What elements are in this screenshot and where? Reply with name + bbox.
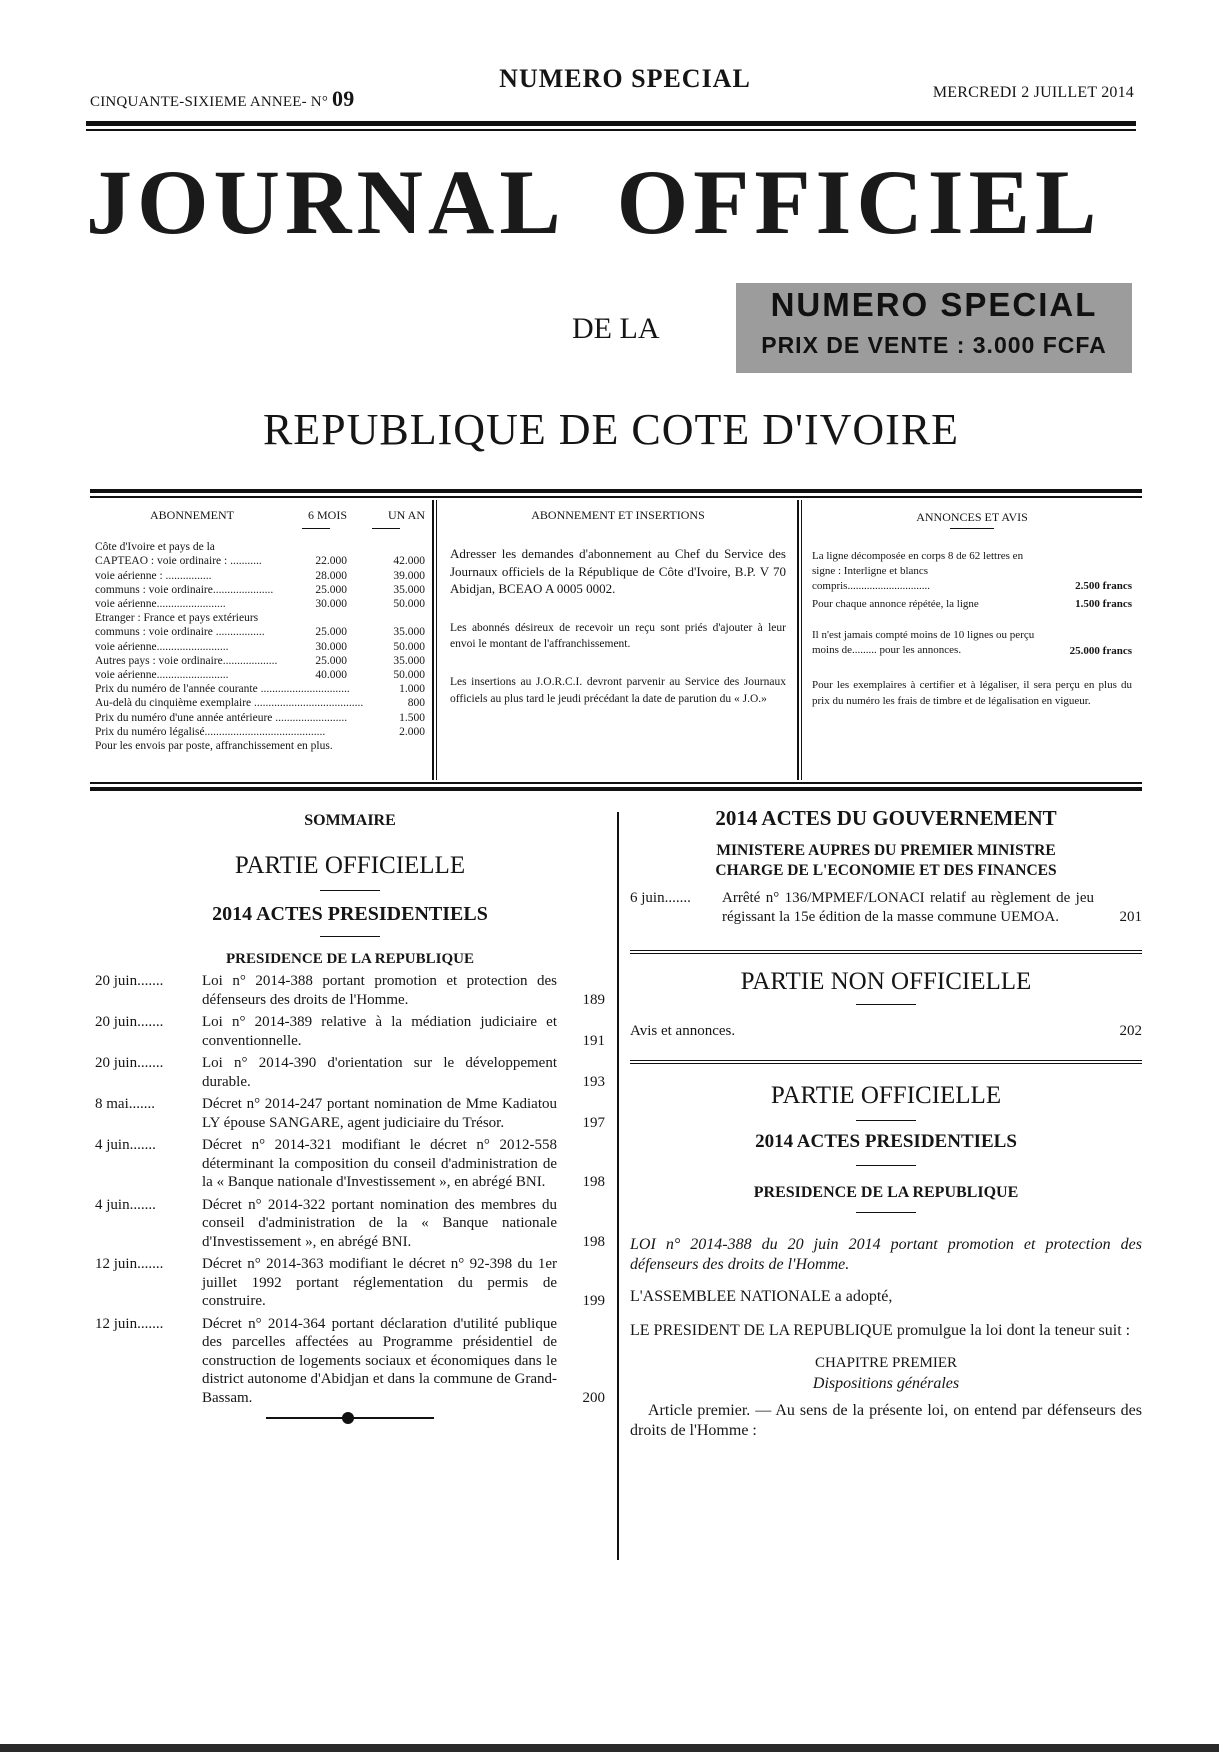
masthead-title: JOURNAL OFFICIEL <box>86 151 1102 253</box>
info-top-rule <box>90 489 1142 493</box>
insertions-column <box>450 508 786 708</box>
sommaire-actes: 2014 ACTES PRESIDENTIELS <box>212 903 488 925</box>
subscription-row: Prix du numéro de l'année courante ............................... 1.000 <box>95 683 425 696</box>
subscription-row: communs : voie ordinaire..................... 25.000 35.000 <box>95 583 425 596</box>
subscription-row: CAPTEAO : voie ordinaire : ........... 22.000 42.000 <box>95 555 425 568</box>
subscription-row: Etranger : France et pays extérieurs <box>95 612 259 625</box>
info-divider-1b <box>436 500 437 780</box>
top-rule-thin <box>86 129 1136 131</box>
page-bottom-edge <box>0 1744 1219 1752</box>
annonces-line-3: Il n'est jamais compté moins de 10 lignes ou perçu moins de......... pour les annonces. 25.000 francs <box>812 629 1132 657</box>
annonces-note: Pour les exemplaires à certifier et à légaliser, il sera perçu en plus du prix du numéro les frais de timbre et de légalisation en vigueur. <box>812 679 1132 707</box>
subscription-row: voie aérienne : ................ 28.000 39.000 <box>95 569 425 582</box>
subscription-row: voie aérienne........................ 30.000 50.000 <box>95 598 425 611</box>
issue-line <box>90 86 354 112</box>
sommaire-partie: PARTIE OFFICIELLE <box>234 852 466 879</box>
sommaire-entry: 20 juin....... Loi n° 2014-390 d'orientation sur le développement durable. 193 <box>95 1055 605 1090</box>
subscription-row: voie aérienne......................... 40.000 50.000 <box>95 669 425 682</box>
country-title: REPUBLIQUE DE COTE D'IVOIRE <box>262 405 960 454</box>
subscription-row: Prix du numéro d'une année antérieure ......................... 1.500 <box>95 711 425 724</box>
column-divider <box>617 812 619 1560</box>
annonces-line-1: La ligne décomposée en corps 8 de 62 lettres en signe : Interligne et blancs compris.............................. 2.500 francs <box>812 550 1132 592</box>
de-la: DE LA <box>572 312 660 345</box>
non-officielle-entry: Avis et annonces. 202 <box>630 1023 1142 1039</box>
sommaire-title: SOMMAIRE <box>304 812 396 829</box>
ministere-line-2: CHARGE DE L'ECONOMIE ET DES FINANCES <box>715 862 1057 879</box>
sommaire-entry: 20 juin....... Loi n° 2014-388 portant promotion et protection des défenseurs des droits de l'Homme. 189 <box>95 973 605 1008</box>
non-officielle-title: PARTIE NON OFFICIELLE <box>740 968 1032 995</box>
chapitre-title: CHAPITRE PREMIER <box>814 1355 958 1371</box>
issue-date: MERCREDI 2 JUILLET 2014 <box>932 84 1134 101</box>
sommaire-entry: 12 juin....... Décret n° 2014-364 portant déclaration d'utilité publique des parcelles affectées au Programme présidentiel de construction de logements sociaux et économiques dans le district autonome d'Abidjan et dans la commune de Grand-Bassam. 200 <box>95 1315 605 1406</box>
subscription-row: Au-delà du cinquième exemplaire ...................................... 800 <box>95 697 425 710</box>
insertions-header: ABONNEMENT ET INSERTIONS <box>531 508 705 522</box>
info-divider-2 <box>797 500 799 780</box>
special-label: NUMERO SPECIAL <box>499 64 751 93</box>
subscription-rows <box>95 540 425 753</box>
info-bottom-rule <box>90 787 1142 791</box>
sommaire-entry: 4 juin....... Décret n° 2014-321 modifiant le décret n° 2012-558 déterminant la composition du conseil d'administration de la « Banque nationale d'Investissement », en abrégé BNI. 198 <box>95 1137 605 1190</box>
banner-price: PRIX DE VENTE : 3.000 FCFA <box>761 332 1107 358</box>
subscription-row: Autres pays : voie ordinaire................... 25.000 35.000 <box>95 654 425 667</box>
subscription-table <box>95 508 425 753</box>
sommaire-entries <box>95 972 605 1407</box>
right-actes: 2014 ACTES PRESIDENTIELS <box>755 1131 1017 1152</box>
insertions-deadline: Les insertions au J.O.R.C.I. devront parvenir au Service des Journaux officiels au plus tard le jeudi précédant la date de parution du « J.O.» <box>450 675 786 705</box>
gouvernement-entry: 6 juin....... Arrêté n° 136/MPMEF/LONACI relatif au règlement de jeu régissant la 15e édition de la masse commune UEMOA. 201 <box>630 890 1142 925</box>
end-ornament <box>266 1417 434 1419</box>
sommaire-section <box>95 812 605 1419</box>
sommaire-entry: 4 juin....... Décret n° 2014-322 portant nomination des membres du conseil d'administration de la « Banque nationale d'Investissement », en abrégé BNI. 198 <box>95 1196 605 1250</box>
gouvernement-title: 2014 ACTES DU GOUVERNEMENT <box>715 806 1057 830</box>
right-presidence: PRESIDENCE DE LA REPUBLIQUE <box>753 1184 1019 1201</box>
subscription-row: Pour les envois par poste, affranchissement en plus. <box>95 740 333 753</box>
sommaire-entry: 12 juin....... Décret n° 2014-363 modifiant le décret n° 92-398 du 1er juillet 1992 portant réglementation du permis de construire. 199 <box>95 1256 605 1309</box>
issue-number: 09 <box>332 86 355 111</box>
info-top-rule-thin <box>90 496 1142 498</box>
info-divider-2b <box>801 500 802 780</box>
ministere-line-1: MINISTERE AUPRES DU PREMIER MINISTRE <box>716 842 1056 859</box>
top-rule <box>86 121 1136 126</box>
sommaire-entry: 8 mai....... Décret n° 2014-247 portant nomination de Mme Kadiatou LY épouse SANGARE, agent judiciaire du Trésor. 197 <box>95 1096 605 1131</box>
assemblee-text: L'ASSEMBLEE NATIONALE a adopté, <box>630 1288 893 1305</box>
insertions-address: Adresser les demandes d'abonnement au Chef du Service des Journaux officiels de la République de Côte d'Ivoire, B.P. V 70 Abidjan, BCEAO A 0005 0002. <box>450 546 786 596</box>
loi-title: LOI n° 2014-388 du 20 juin 2014 portant promotion et protection des défenseurs des droits de l'Homme. <box>630 1236 1142 1273</box>
annonces-header: ANNONCES ET AVIS <box>916 510 1028 524</box>
subscription-header: ABONNEMENT 6 MOIS UN AN <box>150 508 425 522</box>
price-banner <box>736 283 1132 373</box>
info-divider-1 <box>432 500 434 780</box>
annonces-column <box>812 510 1132 709</box>
subscription-row: voie aérienne......................... 30.000 50.000 <box>95 640 425 653</box>
info-bottom-rule-thin <box>90 782 1142 784</box>
annonces-line-2: Pour chaque annonce répétée, la ligne 1.500 francs <box>812 598 1132 610</box>
subscription-row: communs : voie ordinaire ................. 25.000 35.000 <box>95 626 425 639</box>
insertions-receipt: Les abonnés désireux de recevoir un reçu sont priés d'ajouter à leur envoi le montant de l'affranchissement. <box>450 621 786 650</box>
sommaire-presidence: PRESIDENCE DE LA REPUBLIQUE <box>226 951 474 967</box>
right-column <box>630 806 1142 1441</box>
article-premier: Article premier. — Au sens de la présente loi, on entend par défenseurs des droits de l'Homme : <box>630 1402 1142 1439</box>
president-text: LE PRESIDENT DE LA REPUBLIQUE promulgue la loi dont la teneur suit : <box>630 1322 1131 1339</box>
right-partie-officielle: PARTIE OFFICIELLE <box>770 1082 1002 1109</box>
dispositions-title: Dispositions générales <box>812 1375 960 1392</box>
subscription-row: Prix du numéro légalisé.......................................... 2.000 <box>95 725 425 738</box>
sommaire-entry: 20 juin....... Loi n° 2014-389 relative à la médiation judiciaire et conventionnelle. 191 <box>95 1014 605 1049</box>
year-issue-prefix: CINQUANTE-SIXIEME ANNEE- N° <box>90 94 329 110</box>
banner-special: NUMERO SPECIAL <box>770 286 1098 323</box>
subscription-row: Côte d'Ivoire et pays de la <box>95 541 215 554</box>
